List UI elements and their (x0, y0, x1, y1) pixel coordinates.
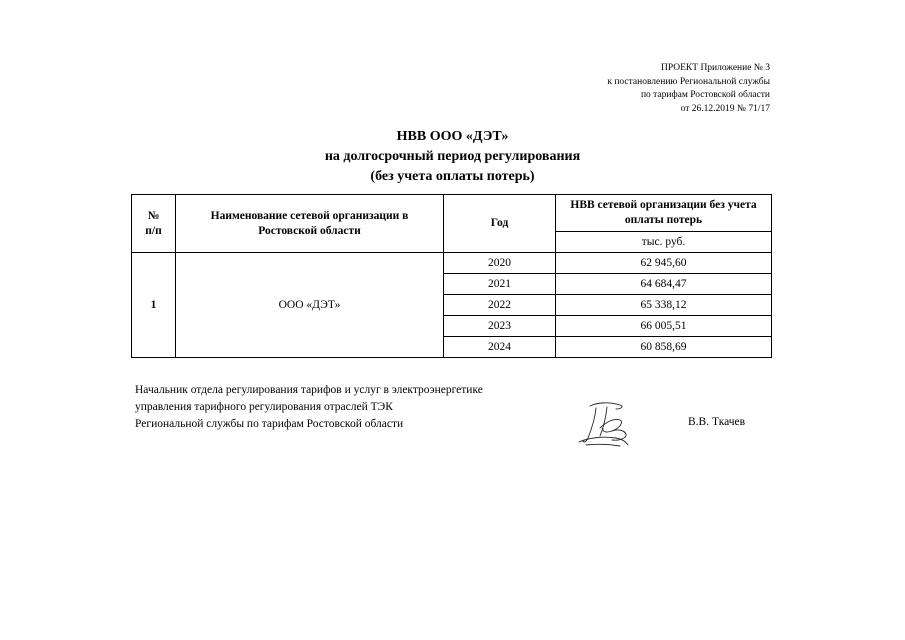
cell-value: 64 684,47 (556, 274, 772, 295)
title-line: (без учета оплаты потерь) (370, 169, 535, 184)
position-line: Начальник отдела регулирования тарифов и услуг в электроэнергетике (135, 384, 483, 396)
cell-year: 2023 (444, 316, 556, 337)
cell-year: 2022 (444, 295, 556, 316)
cell-year: 2021 (444, 274, 556, 295)
header-unit: тыс. руб. (556, 232, 772, 253)
cell-org: ООО «ДЭТ» (176, 253, 444, 358)
table-row (132, 253, 772, 274)
signatory-position (135, 382, 483, 433)
header-note-line: ПРОЕКТ Приложение № 3 (661, 63, 770, 73)
header-note-line: по тарифам Ростовской области (640, 90, 770, 100)
signer-name: В.В. Ткачев (688, 416, 746, 428)
cell-num: 1 (132, 253, 176, 358)
header-org: Наименование сетевой организации в Ростовской области (176, 195, 444, 253)
cell-value: 60 858,69 (556, 337, 772, 358)
header-year: Год (444, 195, 556, 253)
title-line: НВВ ООО «ДЭТ» (396, 129, 509, 144)
header-note-line: к постановлению Региональной службы (607, 76, 770, 87)
handwritten-signature (576, 398, 634, 450)
position-line: управления тарифного регулирования отраслей ТЭК (135, 401, 393, 413)
document-header-note (530, 62, 770, 116)
header-num: № п/п (132, 195, 176, 253)
cell-year: 2024 (444, 337, 556, 358)
cell-value: 62 945,60 (556, 253, 772, 274)
nvv-table (131, 194, 772, 358)
cell-year: 2020 (444, 253, 556, 274)
position-line: Региональной службы по тарифам Ростовской области (135, 418, 404, 430)
cell-value: 66 005,51 (556, 316, 772, 337)
header-note-line: от 26.12.2019 № 71/17 (680, 103, 770, 114)
header-nvv: НВВ сетевой организации без учета оплаты потерь (556, 195, 772, 232)
document-title (0, 127, 905, 187)
cell-value: 65 338,12 (556, 295, 772, 316)
title-line: на долгосрочный период регулирования (324, 149, 581, 164)
